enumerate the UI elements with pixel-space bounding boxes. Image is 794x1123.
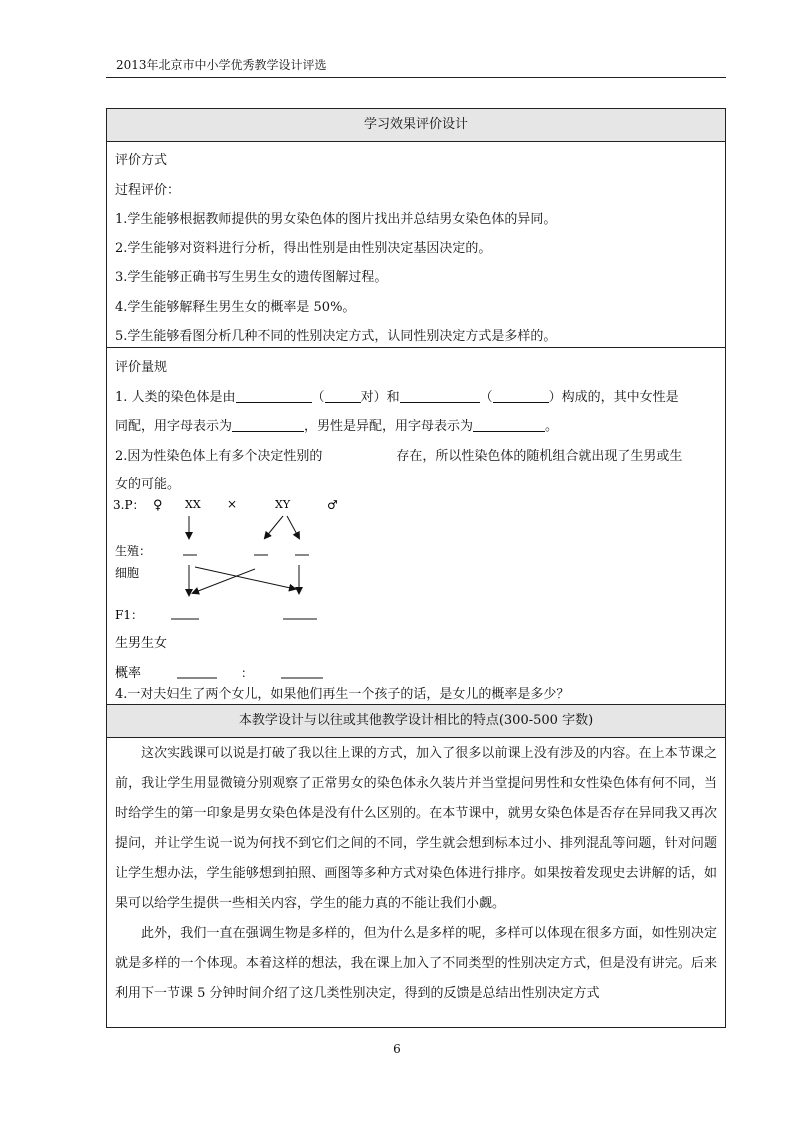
- answer-blank: [400, 388, 480, 403]
- question-4: 4.一对夫妇生了两个女儿，如果他们再生一个孩子的话，是女儿的概率是多少？: [115, 687, 570, 702]
- features-body: [115, 739, 717, 1009]
- criteria-item: 4.学生能够解释生男生女的概率是 50%。: [115, 300, 356, 315]
- offspring-label: 生男生女: [115, 636, 168, 651]
- arrow: [287, 516, 299, 538]
- section3-heading: 本教学设计与以往或其他教学设计相比的特点(300-500 字数): [107, 705, 725, 737]
- male-genotype: XY: [275, 498, 291, 511]
- criteria-item: 5.学生能够看图分析几种不同的性别决定方式，认同性别决定方式是多样的。: [115, 329, 557, 344]
- question-2-line-2: 女的可能。: [115, 477, 181, 492]
- f1-label: F1：: [115, 608, 143, 622]
- male-symbol: ♂: [327, 498, 338, 512]
- answer-blank: [236, 388, 312, 403]
- q1-text: （: [311, 390, 325, 405]
- question-1-line-2: [115, 415, 558, 434]
- q1-text: ，男性是异配，用字母表示为: [304, 419, 474, 434]
- answer-blank: [493, 388, 549, 403]
- parent-label: 3.P：: [113, 498, 145, 512]
- q1-text: 。: [545, 419, 559, 434]
- inheritance-diagram: [107, 489, 725, 689]
- cross-symbol: ×: [227, 497, 238, 511]
- arrow: [195, 567, 295, 589]
- arrow: [265, 516, 283, 538]
- divider: [107, 737, 725, 738]
- probability-label: 概率: [115, 666, 142, 681]
- ratio-colon: ：: [241, 666, 254, 680]
- gamete-label: 生殖：: [115, 544, 152, 558]
- female-genotype: XX: [185, 498, 201, 511]
- q1-text: （: [479, 390, 493, 405]
- process-label: 过程评价：: [115, 183, 181, 198]
- criteria-item: 3.学生能够正确书写生男生女的遗传图解过程。: [115, 270, 388, 285]
- q1-text: 1. 人类的染色体是由: [115, 390, 236, 405]
- divider: [107, 141, 725, 142]
- rubric-label: 评价量规: [115, 360, 168, 375]
- evaluation-table: [106, 108, 726, 1028]
- answer-blank: [473, 417, 545, 432]
- page-header-title: 2013年北京市中小学优秀教学设计评选: [116, 58, 327, 72]
- q2-text: 存在，所以性染色体的随机组合就出现了生男或生: [396, 449, 683, 464]
- page-number: 6: [393, 1042, 401, 1056]
- arrow: [193, 569, 255, 593]
- criteria-item: 1.学生能够根据教师提供的男女染色体的图片找出并总结男女染色体的异同。: [115, 212, 557, 227]
- gamete-label: 细胞: [115, 566, 140, 580]
- section1-heading: 学习效果评价设计: [107, 109, 725, 141]
- q1-text: 同配，用字母表示为: [115, 419, 233, 434]
- divider: [107, 347, 725, 348]
- method-label: 评价方式: [115, 153, 168, 168]
- question-1-line-1: [115, 386, 679, 405]
- paragraph: 此外，我们一直在强调生物是多样的，但为什么是多样的呢，多样可以体现在很多方面，如性别决定就是多样的一个体现。本着这样的想法，我在课上加入了不同类型的性别决定方式，但是没有讲完。后来利用下一节课 5 分钟时间介绍了这几类性别决定，得到的反馈是总结出性别决定方式: [115, 926, 717, 1001]
- q1-text: 对）和: [360, 390, 400, 405]
- q2-text: 2.因为性染色体上有多个决定性别的: [115, 449, 323, 464]
- answer-blank: [232, 417, 304, 432]
- q1-text: ）构成的，其中女性是: [548, 390, 679, 405]
- header-rule: [106, 77, 726, 78]
- criteria-item: 2.学生能够对资料进行分析，得出性别是由性别决定基因决定的。: [115, 241, 492, 256]
- paragraph: 这次实践课可以说是打破了我以往上课的方式，加入了很多以前课上没有涉及的内容。在上本节课之前，我让学生用显微镜分别观察了正常男女的染色体永久装片并当堂提问男性和女性染色体有何不同，当时给学生的第一印象是男女染色体是没有什么区别的。在本节课中，就男女染色体是否存在异同我又再次提问，并让学生说一说为何找不到它们之间的不同，学生就会想到标本过小、排列混乱等问题，针对问题让学生想办法，学生能够想到拍照、画图等多种方式对染色体进行排序。如果按着发现史去讲解的话，如果可以给学生提供一些相关内容，学生的能力真的不能让我们小觑。: [115, 746, 717, 911]
- answer-blank: [325, 388, 361, 403]
- female-symbol: ♀: [153, 498, 163, 513]
- question-2-line-1: [115, 445, 682, 464]
